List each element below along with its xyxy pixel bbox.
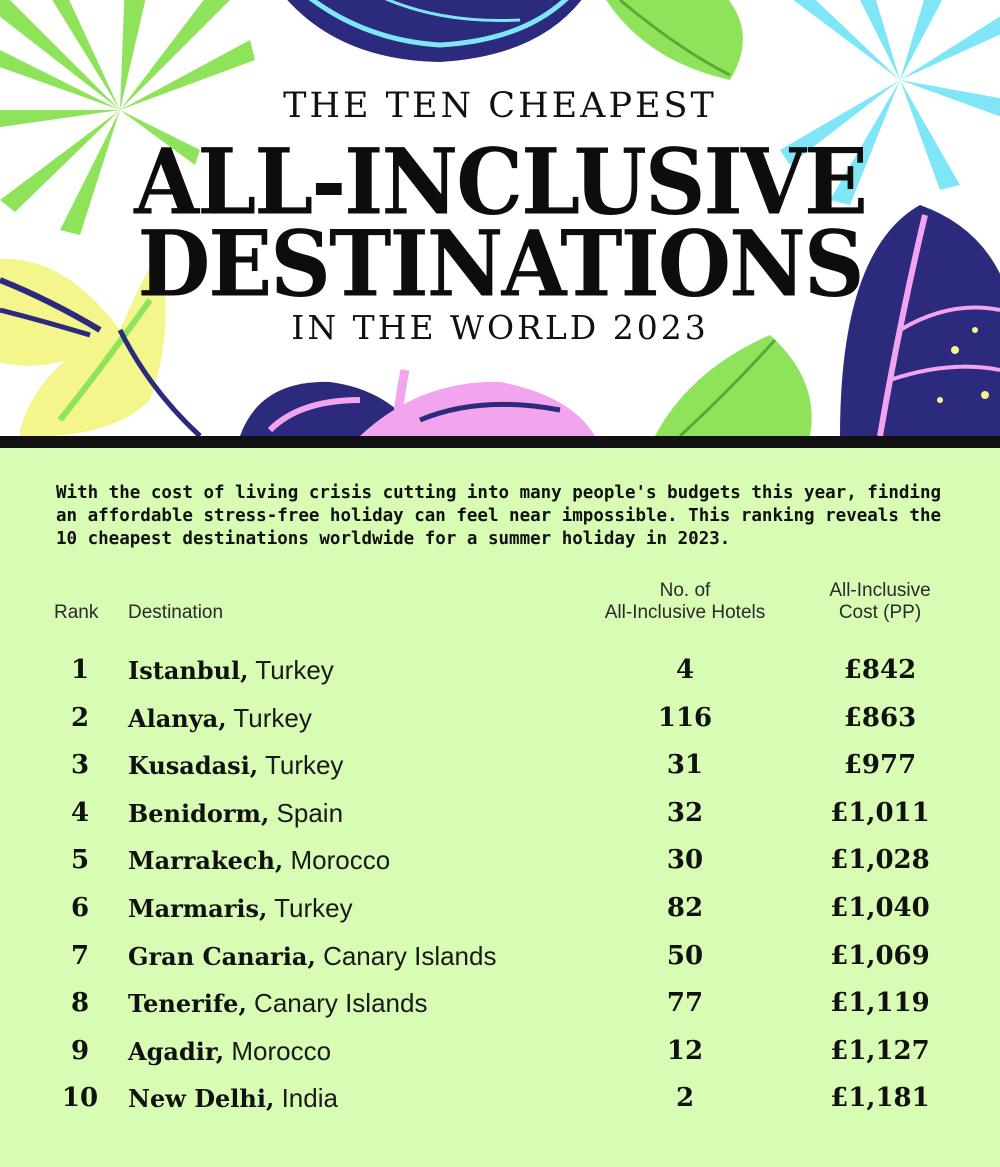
ranking-table	[0, 646, 1000, 1122]
rank-cell: 4	[70, 797, 90, 828]
country-name: Turkey	[233, 702, 312, 733]
country-name: Canary Islands	[254, 988, 428, 1019]
cost-cell: £1,028	[830, 845, 930, 876]
column-header-cost-line1: All-Inclusive	[829, 580, 931, 601]
navy-leaf-top	[265, 0, 600, 62]
cost-cell: £1,011	[830, 797, 930, 828]
column-header-cost-line2: Cost (PP)	[838, 602, 922, 623]
column-header-hotels-line1: No. of	[659, 580, 711, 601]
rank-cell: 10	[61, 1083, 99, 1114]
city-name: Istanbul,	[128, 656, 249, 685]
cost-cell: £863	[843, 702, 917, 733]
city-name: New Delhi,	[128, 1084, 275, 1114]
country-name: Morocco	[290, 845, 391, 876]
kicker-top: THE TEN CHEAPEST	[283, 86, 717, 126]
destination-cell	[128, 979, 427, 1028]
country-name: Spain	[276, 797, 344, 828]
lime-leaf-top-right	[600, 0, 743, 80]
kicker-bottom: IN THE WORLD 2023	[291, 308, 709, 347]
column-header-cost	[800, 580, 960, 624]
table-row	[0, 836, 1000, 884]
table-row	[0, 1074, 1000, 1122]
lime-leaf-bottom-right	[655, 335, 812, 436]
table-row	[0, 741, 1000, 789]
cost-cell: £842	[843, 655, 917, 685]
country-name: Canary Islands	[323, 940, 497, 971]
city-name: Benidorm,	[128, 798, 270, 828]
cost-cell: £1,119	[830, 988, 930, 1019]
city-name: Gran Canaria,	[128, 941, 316, 971]
cost-cell: £1,181	[830, 1083, 930, 1114]
hotels-cell: 2	[675, 1083, 695, 1114]
table-row	[0, 1027, 1000, 1075]
country-name: Morocco	[231, 1035, 332, 1066]
rank-cell: 8	[70, 988, 90, 1019]
destination-cell	[128, 884, 353, 933]
table-row	[0, 646, 1000, 694]
hotels-cell: 4	[675, 655, 695, 685]
city-name: Marrakech,	[128, 846, 284, 876]
rank-cell: 5	[70, 845, 90, 876]
intro-paragraph: With the cost of living crisis cutting into many people's budgets this year, finding an affordable stress-free holiday can feel near impossible. This ranking reveals the 10 cheapest destinations worldwide for a summer holiday in 2023.	[56, 483, 942, 549]
hotels-cell: 116	[657, 702, 713, 733]
city-name: Marmaris,	[128, 893, 268, 923]
city-name: Tenerife,	[128, 989, 247, 1019]
cost-cell: £1,127	[830, 1035, 930, 1066]
divider-bar	[0, 436, 1000, 448]
destination-cell	[128, 1074, 338, 1123]
destination-cell	[128, 836, 390, 885]
rank-cell: 6	[70, 892, 90, 923]
hotels-cell: 12	[666, 1035, 704, 1066]
city-name: Kusadasi,	[128, 751, 259, 781]
rank-cell: 7	[70, 940, 90, 971]
destination-cell	[128, 694, 312, 743]
table-row	[0, 932, 1000, 980]
headline-line-2: DESTINATIONS	[137, 210, 863, 317]
country-name: Turkey	[274, 892, 353, 923]
ranking-section	[0, 448, 1000, 1167]
pink-leaf-bottom	[240, 370, 595, 436]
cost-cell: £977	[843, 750, 917, 781]
destination-cell	[128, 741, 343, 790]
cost-cell: £1,069	[830, 940, 930, 971]
country-name: India	[281, 1083, 338, 1114]
table-row	[0, 979, 1000, 1027]
column-header-hotels	[585, 580, 785, 624]
destination-cell	[128, 932, 496, 981]
hotels-cell: 31	[666, 750, 704, 781]
destination-cell	[128, 789, 343, 838]
cost-cell: £1,040	[830, 892, 930, 923]
column-header-destination: Destination	[128, 602, 224, 623]
hotels-cell: 82	[666, 892, 704, 923]
hotels-cell: 30	[666, 845, 704, 876]
headline-line-1: ALL-INCLUSIVE	[134, 128, 866, 235]
rank-cell: 2	[70, 702, 90, 733]
hotels-cell: 32	[666, 797, 704, 828]
column-header-rank: Rank	[54, 602, 99, 623]
country-name: Turkey	[264, 750, 344, 781]
column-header-hotels-line2: All-Inclusive Hotels	[604, 602, 766, 623]
destination-cell	[128, 646, 334, 695]
hotels-cell: 77	[666, 988, 704, 1019]
rank-cell: 1	[70, 655, 90, 685]
country-name: Turkey	[255, 655, 334, 685]
rank-cell: 3	[70, 750, 90, 781]
header-banner	[0, 0, 1000, 436]
table-row	[0, 694, 1000, 742]
rank-cell: 9	[70, 1035, 90, 1066]
table-row	[0, 789, 1000, 837]
table-row	[0, 884, 1000, 932]
hotels-cell: 50	[666, 940, 704, 971]
city-name: Agadir,	[128, 1036, 225, 1066]
destination-cell	[128, 1027, 331, 1076]
city-name: Alanya,	[128, 703, 227, 733]
